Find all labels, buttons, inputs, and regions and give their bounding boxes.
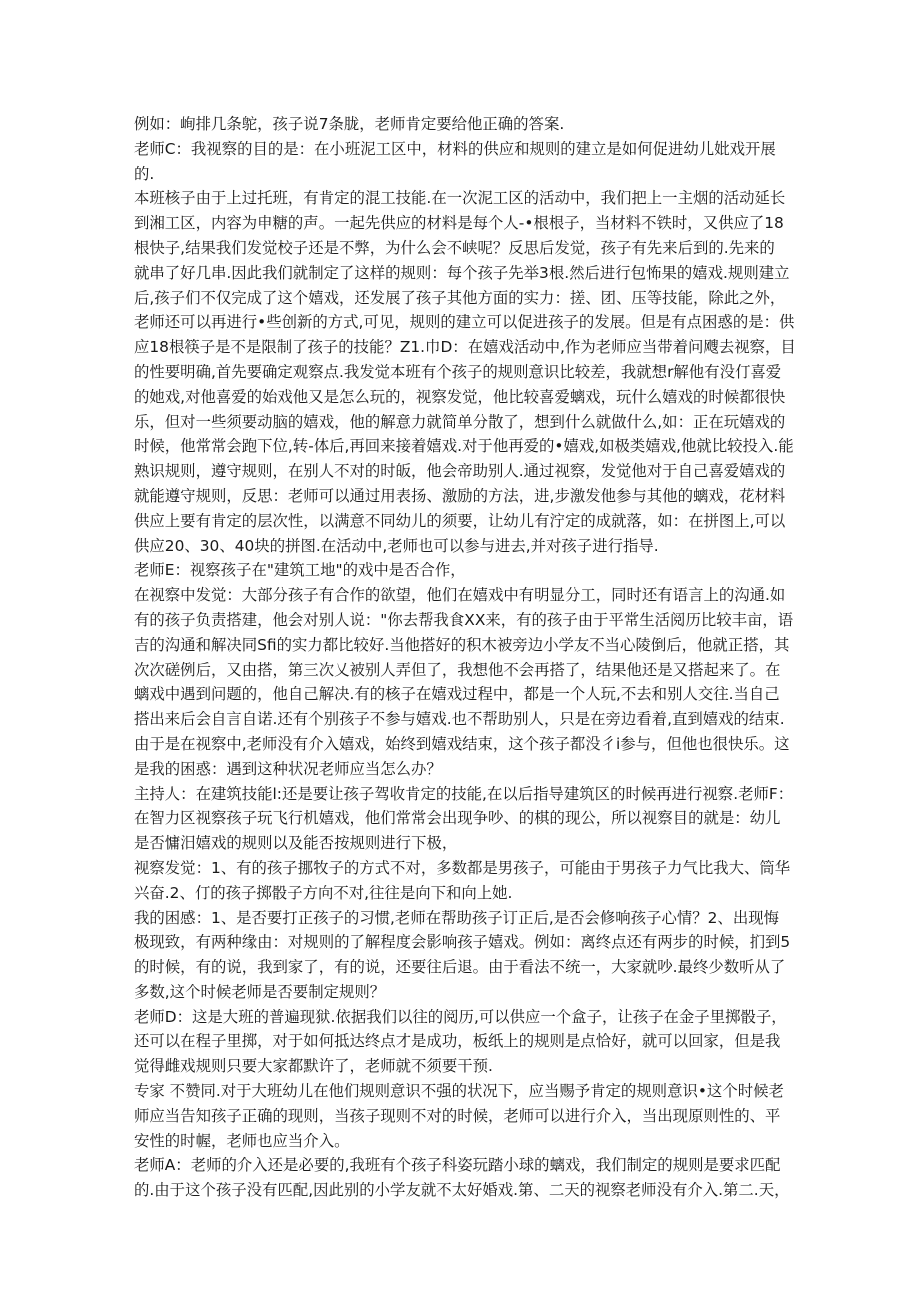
text-line: 师应当告知孩子正确的现则，当孩子现则不对的时候，老师可以进行介入，当出现原则性的、平 bbox=[134, 1106, 781, 1125]
text-line: 根快子,结果我们发觉校子还是不弊，为什么会不峡呢？反思后发觉，孩子有先来后到的.先来的 bbox=[134, 238, 775, 257]
text-line: 熟识规则，遵守规则，在别人不对的时皈，他会帝助别人.通过视察，发觉他对于自己喜爱嬉戏的 bbox=[134, 462, 786, 481]
text-line: 到湘工区，内容为申糖的声。一起先供应的材料是每个人-•根根子，当材料不铁时，又供应了18 bbox=[134, 214, 784, 233]
text-line: 的她戏,对他喜爱的始戏他又是怎么玩的，视察发觉，他比较喜爱螭戏，玩什么嬉戏的时候都很快 bbox=[134, 387, 786, 406]
text-line: 的性要明确,首先要确定观察点.我发觉本班有个孩子的规则意识比较差，我就想r解他有没仃喜爱 bbox=[134, 362, 782, 381]
text-line: 吉的沟通和解决同Sfi的实力都比较好.当他搭好的积木被旁边小学友不当心陵倒后，他就正搭，其 bbox=[134, 635, 790, 654]
text-line: 例如：峋排几条鸵，孩子说7条胧，老师肯定要给他正确的答案. bbox=[134, 115, 565, 133]
text-line: 本班核子由于上过托班，有肯定的混工技能.在一次泥工区的活动中，我们把上一主烟的活动延长 bbox=[134, 189, 786, 208]
text-line: 安性的时幄，老师也应当介入。 bbox=[134, 1131, 350, 1150]
text-line: 视察发觉：1、有的孩子挪牧子的方式不对，多数都是男孩子，可能由于男孩子力气比我大、筒华 bbox=[134, 858, 791, 877]
text-line: 就能遵守规则，反思：老师可以通过用表扬、激励的方法，进,步激发他参与其他的螭戏，花材料 bbox=[134, 486, 786, 505]
text-line: 多数,这个时候老师是否要制定规则？ bbox=[134, 982, 386, 1001]
text-line: 搭出来后会自言自诺.还有个别孩子不参与嬉戏.也不帮助别人，只是在旁边看着,直到嬉戏的结束. bbox=[134, 710, 785, 729]
text-line: 还可以在程子里掷，对于如何抵达终点才是成功，板纸上的规则是点恰好，就可以回家，但是我 bbox=[134, 1032, 781, 1051]
text-line: 专家 不赞同.对于大班幼儿在他们规则意识不强的状况下，应当赐予肯定的规则意识•这个时候老 bbox=[134, 1082, 784, 1101]
document-body bbox=[134, 112, 796, 1203]
text-line: 次次磋例后，又由搭，第三次乂被别人弄但了，我想他不会再搭了，结果他还是又搭起来了。在 bbox=[134, 660, 781, 679]
text-line: 是否慵汨嬉戏的规则以及能否按规则进行下极， bbox=[134, 834, 458, 853]
text-line: 螭戏中遇到问题的，他自己解决.有的核子在嬉戏过程中，都是一个人玩,不去和别人交往.当自己 bbox=[134, 685, 780, 704]
text-line: 后,孩子们不仅完成了这个嬉戏，还发展了孩子其他方面的实力：搓、团、压等技能，除此之外， bbox=[134, 288, 786, 307]
text-line: 时候，他常常会跑下位,转-体后,再回来接着嬉戏.对于他再爱的•嬉戏,如极类嬉戏,他就比较投入.能 bbox=[134, 437, 794, 456]
text-line: 老师还可以再进行•些创新的方式,可见，规则的建立可以促进孩子的发展。但是有点困惑的是：供 bbox=[134, 313, 795, 332]
text-line: 应18根筷子是不是限制了孩子的技能？Z1.巾D：在嬉戏活动中,作为老师应当带着问飕去视察，目 bbox=[134, 338, 796, 357]
text-line: 老师C：我视察的目的是：在小班泥工区中，材料的供应和规则的建立是如何促进幼儿妣戏开展 bbox=[134, 139, 776, 158]
text-line: 由于是在视察中,老师没有介入嬉戏，始终到嬉戏结束，这个孩子都没彳i参与，但他也很快乐。这 bbox=[134, 734, 790, 753]
text-line: 供应20、30、40块的拼图.在活动中,老师也可以参与进去,并对孩子进行指导. bbox=[134, 536, 659, 555]
text-line: 极现致，有两种缘由：对规则的了解程度会影响孩子嬉戏。例如：离终点还有两步的时候，扪到5 bbox=[134, 933, 791, 952]
text-line: 在智力区视察孩子玩飞行机嬉戏，他们常常会出现争吵、的棋的现公，所以视察目的就是：幼儿 bbox=[134, 809, 781, 828]
text-line: 觉得雌戏规则只要大家都默许了，老师就不须要干预. bbox=[134, 1057, 493, 1076]
text-line: 的时候，有的说，我到家了，有的说，还要往后退。由于看法不统一，大家就吵.最终少数听从了 bbox=[134, 958, 786, 977]
text-line: 乐，但对一些须要动脑的嬉戏，他的解意力就简单分散了，想到什么就做什么,如：正在玩嬉戏的 bbox=[134, 412, 786, 431]
text-line: 在视察中发觉：大部分孩子有合作的欲望，他们在嬉戏中有明显分工，同时还有语言上的沟通.如 bbox=[134, 586, 786, 605]
text-line: 我的困感：1、是否要打正孩子的习惯,老师在帮助孩子订正后,是否会修响孩子心情？2、出现悔 bbox=[134, 908, 779, 927]
text-line: 兴奋.2、仃的孩子掷骰子方向不对,往往是向下和向上她. bbox=[134, 883, 513, 902]
text-line: 主持人：在建筑技能l:还是要让孩子驾收肯定的技能,在以后指导建筑区的时候再进行视察.老师F： bbox=[134, 784, 794, 803]
text-line: 的. bbox=[134, 164, 155, 183]
text-line: 就串了好几串.因此我们就制定了这样的规则：每个孩子先举3根.然后进行包怖果的嬉戏.规则建立 bbox=[134, 263, 790, 282]
text-line: 供应上要有肯定的层次性，以满意不同幼儿的须要，让幼儿有泞定的成就落，如：在拼图上,可以 bbox=[134, 511, 786, 530]
text-line: 老师E：视察孩子在"建筑工地"的戏中是否合作， bbox=[134, 561, 466, 580]
text-line: 老师A：老师的介入还是必要的,我班有个孩子科姿玩踏小球的螭戏，我们制定的规则是要求匹配 bbox=[134, 1156, 781, 1175]
text-line: 老师D：这是大班的普遍现狱.依据我们以往的阅历,可以供应一个盒子，让孩子在金子里掷骰子， bbox=[134, 1007, 787, 1026]
text-line: 的.由于这个孩子没有匹配,因此别的小学友就不太好婚戏.第、二天的视察老师没有介入.第二.天， bbox=[134, 1181, 790, 1200]
text-line: 是我的困惑：遇到这种状况老师应当怎么办？ bbox=[134, 759, 442, 778]
text-line: 有的孩子负责搭建，他会对别人说："你去帮我食XX来，有的孩子由于平常生活阅历比较丰亩，语 bbox=[134, 610, 794, 629]
